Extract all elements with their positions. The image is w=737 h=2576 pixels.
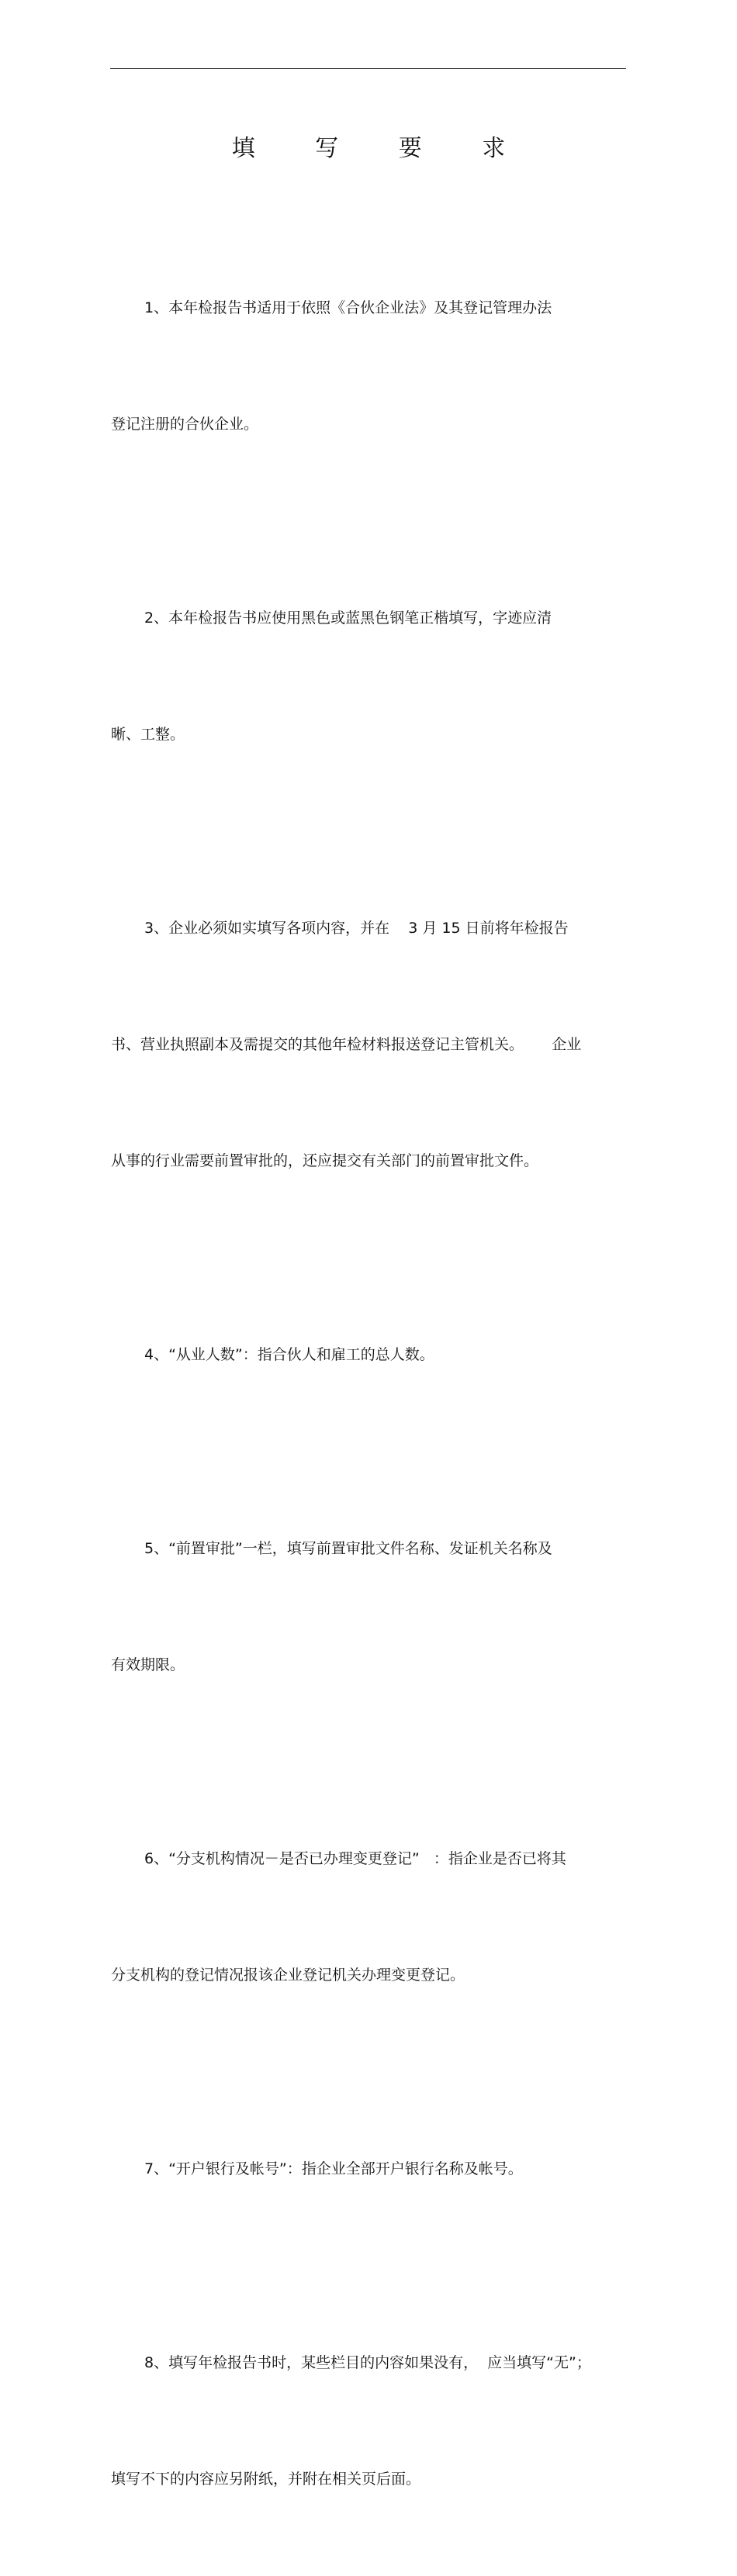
requirement-line: 6、“分支机构情况－是否已办理变更登记” ：指企业是否已将其 [144, 1850, 566, 1867]
requirement-item-2 [111, 521, 626, 831]
requirement-line: 登记注册的合伙企业。 [111, 416, 259, 433]
requirement-item-1 [111, 211, 626, 521]
requirement-line: 从事的行业需要前置审批的，还应提交有关部门的前置审批文件。 [111, 1152, 539, 1169]
requirement-line: 1、本年检报告书适用于依照《合伙企业法》及其登记管理办法 [144, 299, 552, 316]
requirement-item-6 [111, 1762, 626, 2072]
requirement-item-7 [111, 2072, 626, 2266]
requirement-line: 有效期限。 [111, 1656, 185, 1673]
header-rule [110, 68, 626, 69]
requirement-line: 8、填写年检报告书时，某些栏目的内容如果没有， 应当填写“无”； [144, 2354, 591, 2371]
requirement-line: 分支机构的登记情况报该企业登记机关办理变更登记。 [111, 1967, 465, 1984]
page-title: 填 写 要 求 [231, 135, 532, 162]
requirement-line: 填写不下的内容应另附纸，并附在相关页后面。 [111, 2471, 421, 2488]
requirement-item-5 [111, 1452, 626, 1762]
requirement-line: 5、“前置审批”一栏，填写前置审批文件名称、发证机关名称及 [144, 1540, 552, 1557]
requirement-line: 晰、工整。 [111, 726, 185, 743]
requirement-line: 书、营业执照副本及需提交的其他年检材料报送登记主管机关。 企业 [111, 1036, 582, 1053]
requirement-line: 4、“从业人数”：指合伙人和雇工的总人数。 [144, 1346, 434, 1363]
requirements-list [111, 211, 626, 2576]
requirement-line: 7、“开户银行及帐号”：指企业全部开户银行名称及帐号。 [144, 2160, 523, 2177]
requirement-item-4 [111, 1258, 626, 1452]
requirement-line: 3、企业必须如实填写各项内容，并在 3 月 15 日前将年检报告 [144, 920, 569, 937]
requirement-item-8 [111, 2266, 626, 2576]
requirement-item-3 [111, 831, 626, 1258]
requirement-line: 2、本年检报告书应使用黑色或蓝黑色钢笔正楷填写，字迹应清 [144, 609, 552, 627]
